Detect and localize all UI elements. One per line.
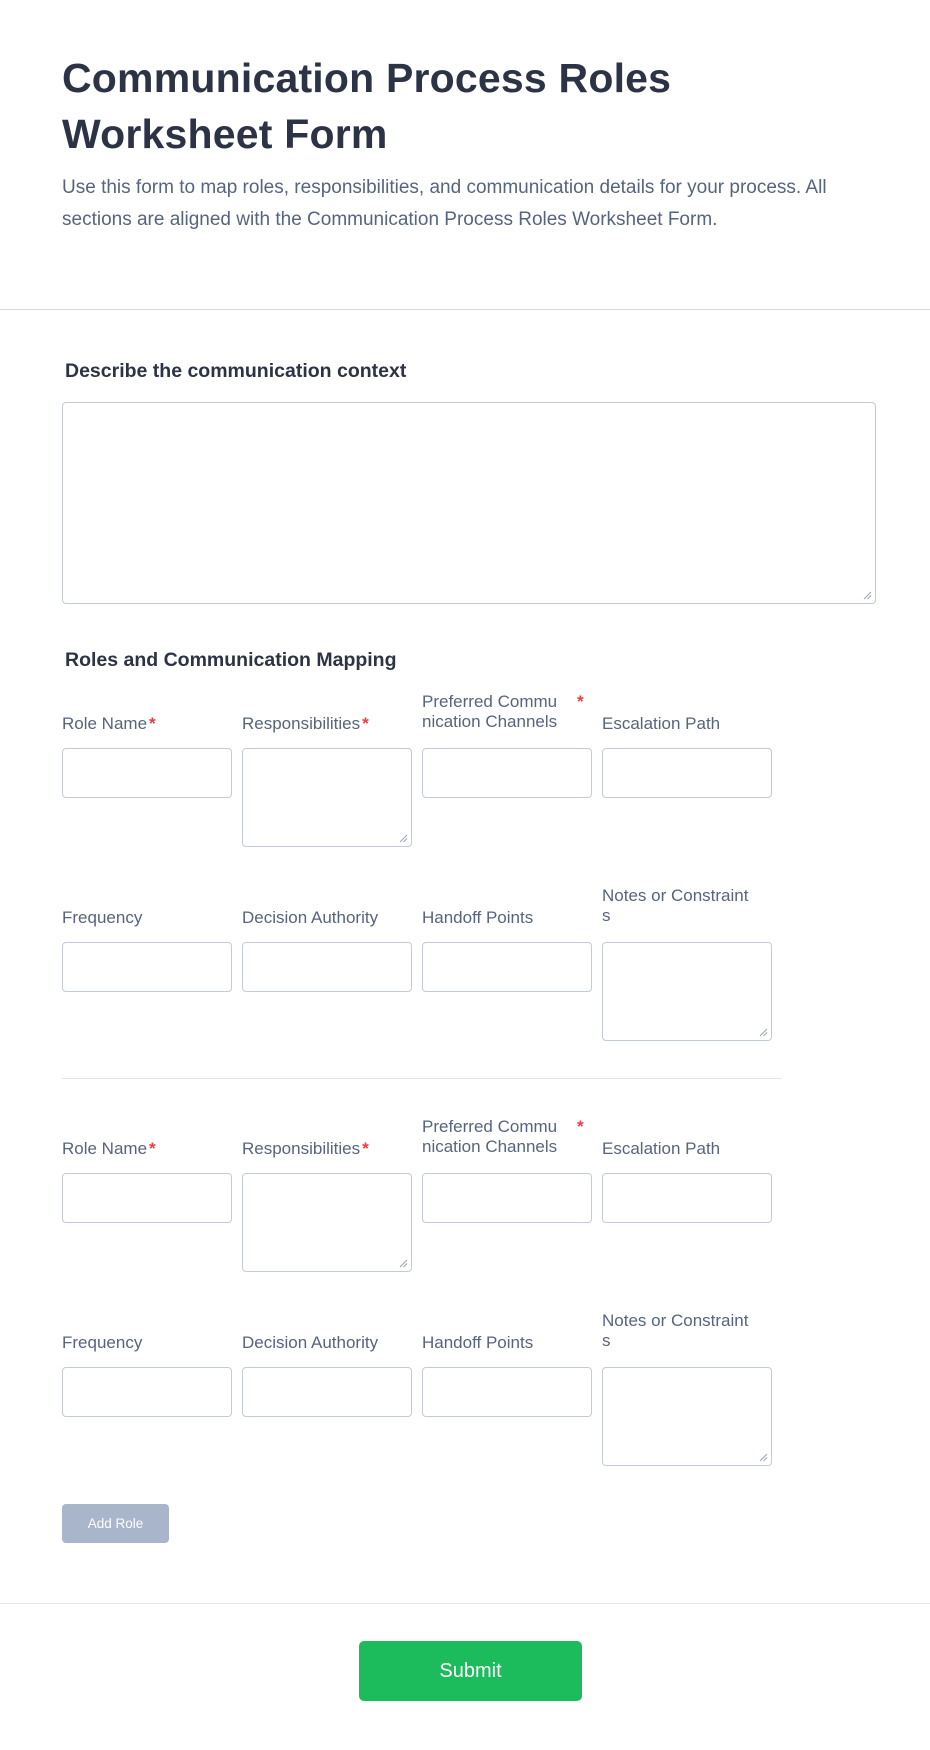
required-marker: * — [577, 692, 584, 711]
required-marker: * — [149, 714, 156, 733]
form-header — [62, 50, 882, 236]
handoff-points-label: Handoff Points — [422, 1333, 534, 1352]
required-marker: * — [362, 1139, 369, 1158]
frequency-label: Frequency — [62, 908, 143, 927]
submit-button[interactable]: Submit — [359, 1641, 582, 1701]
resize-grip-icon[interactable] — [399, 1259, 408, 1268]
role-name-label: Role Name * — [62, 1139, 156, 1158]
responsibilities-textarea[interactable] — [242, 748, 412, 847]
resize-grip-icon[interactable] — [399, 834, 408, 843]
form-title: Communication Process Roles Worksheet Form — [62, 55, 672, 157]
decision-authority-input[interactable] — [242, 1367, 412, 1417]
resize-grip-icon[interactable] — [863, 591, 872, 600]
responsibilities-textarea[interactable] — [242, 1173, 412, 1272]
preferred-channels-input[interactable] — [422, 1173, 592, 1223]
role-name-input[interactable] — [62, 1173, 232, 1223]
preferred-channels-label: Preferred Commu nication Channels — [422, 1117, 558, 1156]
required-marker: * — [362, 714, 369, 733]
required-marker: * — [149, 1139, 156, 1158]
roles-section-title: Roles and Communication Mapping — [65, 649, 397, 671]
handoff-points-input[interactable] — [422, 942, 592, 992]
frequency-input[interactable] — [62, 1367, 232, 1417]
responsibilities-label: Responsibilities * — [242, 714, 369, 733]
header-divider — [0, 309, 930, 310]
role-name-input[interactable] — [62, 748, 232, 798]
decision-authority-input[interactable] — [242, 942, 412, 992]
role-divider — [62, 1078, 782, 1079]
responsibilities-label: Responsibilities * — [242, 1139, 369, 1158]
role-name-label: Role Name * — [62, 714, 156, 733]
escalation-path-label: Escalation Path — [602, 1139, 721, 1158]
handoff-points-label: Handoff Points — [422, 908, 534, 927]
decision-authority-label: Decision Authority — [242, 908, 379, 927]
notes-textarea[interactable] — [602, 1367, 772, 1466]
required-marker: * — [577, 1117, 584, 1136]
resize-grip-icon[interactable] — [759, 1453, 768, 1462]
footer-divider — [0, 1603, 930, 1604]
form-subtitle: Use this form to map roles, responsibilities, and communication details for your process. All sections are aligned with the Communication Process Roles Worksheet Form. — [62, 177, 827, 230]
add-role-button[interactable]: Add Role — [62, 1504, 169, 1543]
context-textarea[interactable] — [62, 402, 876, 604]
escalation-path-label: Escalation Path — [602, 714, 721, 733]
notes-label: Notes or Constraint s — [602, 1311, 749, 1350]
frequency-input[interactable] — [62, 942, 232, 992]
frequency-label: Frequency — [62, 1333, 143, 1352]
escalation-path-input[interactable] — [602, 748, 772, 798]
handoff-points-input[interactable] — [422, 1367, 592, 1417]
context-label: Describe the communication context — [65, 360, 407, 382]
resize-grip-icon[interactable] — [759, 1028, 768, 1037]
preferred-channels-label: Preferred Commu nication Channels — [422, 692, 558, 731]
escalation-path-input[interactable] — [602, 1173, 772, 1223]
decision-authority-label: Decision Authority — [242, 1333, 379, 1352]
notes-label: Notes or Constraint s — [602, 886, 749, 925]
notes-textarea[interactable] — [602, 942, 772, 1041]
preferred-channels-input[interactable] — [422, 748, 592, 798]
